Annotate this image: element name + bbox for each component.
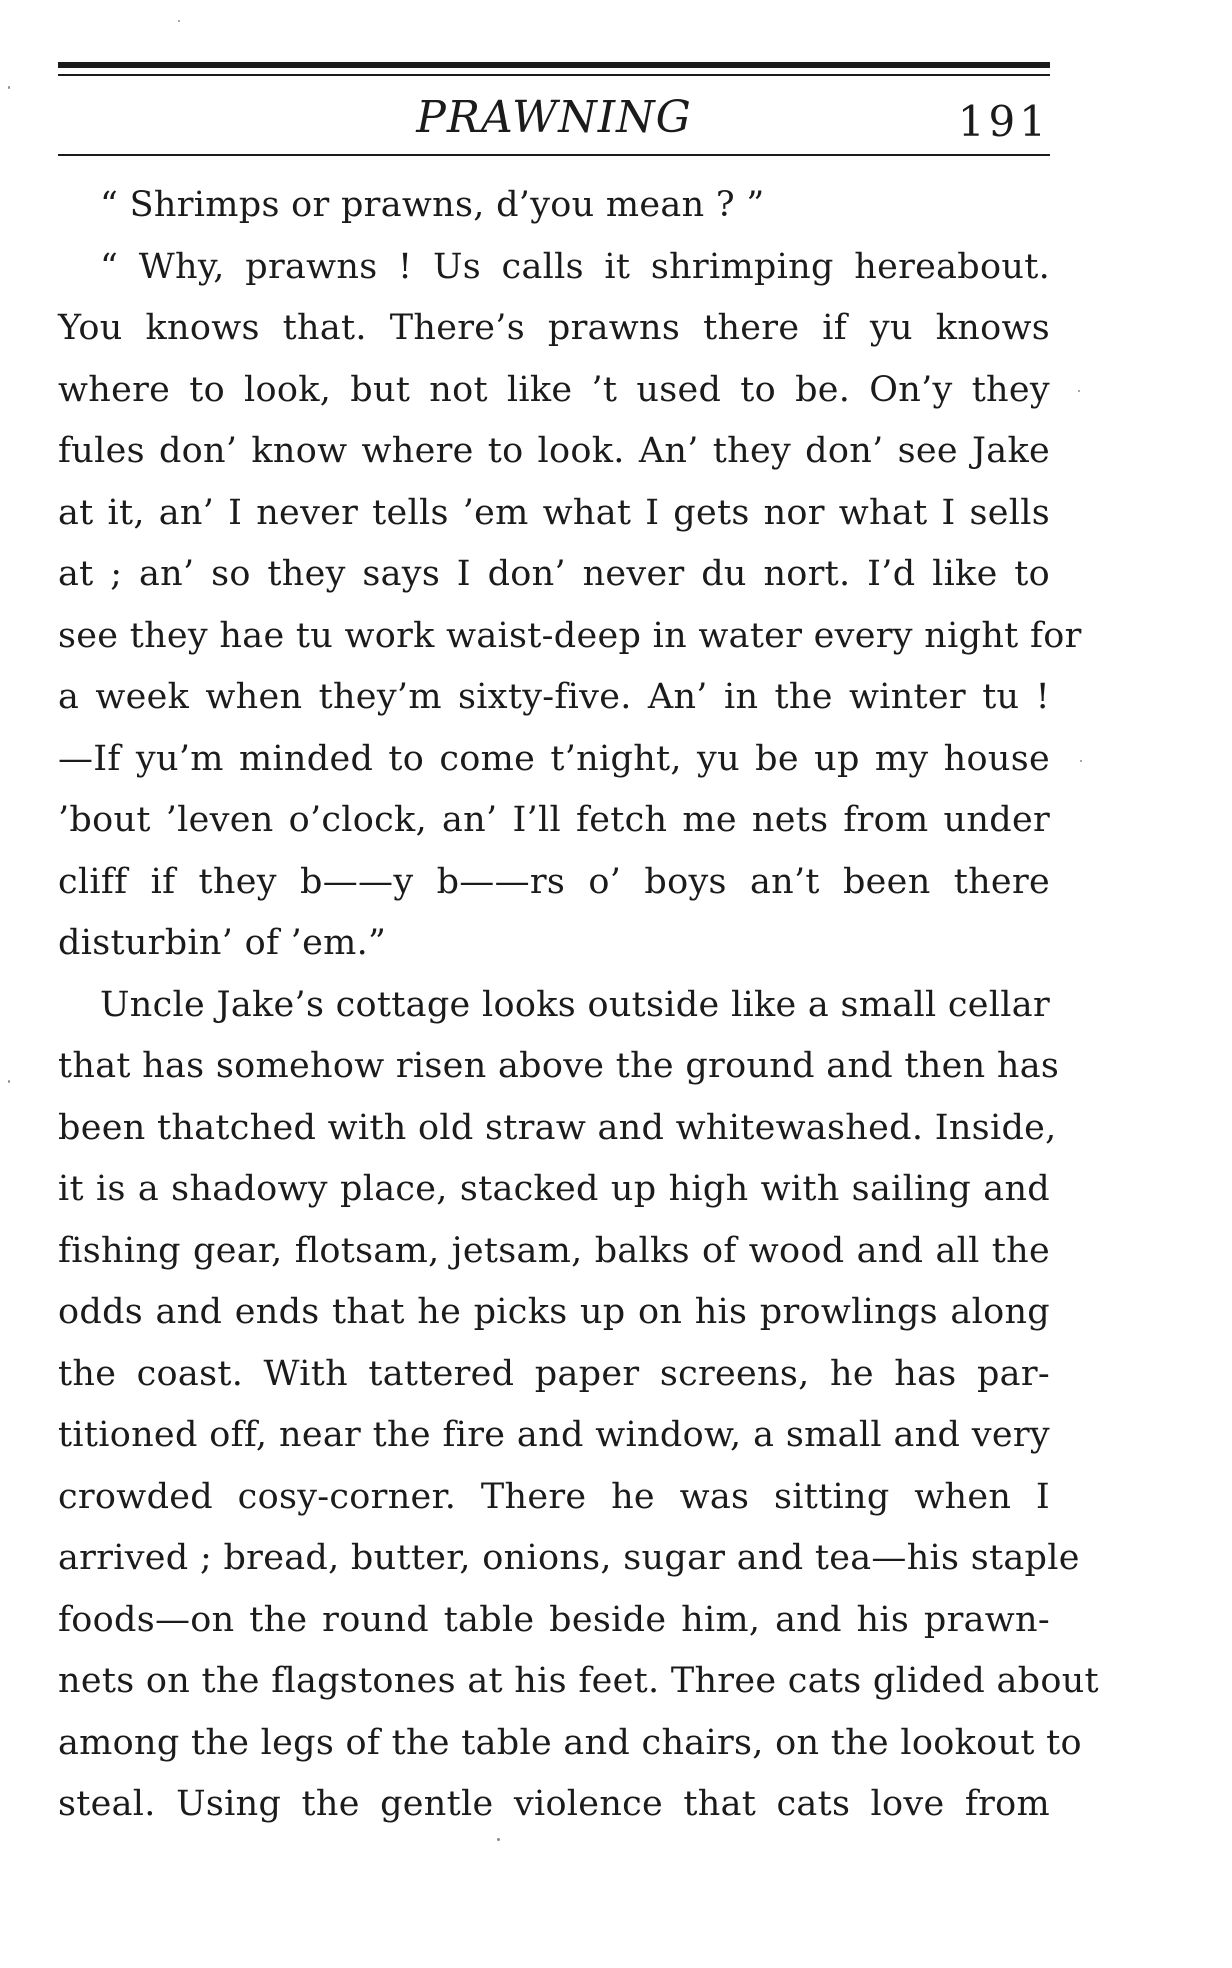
text-line: foods—on the round table beside him, and his prawn- (58, 1599, 1050, 1640)
text-line: steal. Using the gentle violence that cats love from (58, 1784, 1050, 1824)
text-line: —If yu’m minded to come t’night, yu be up my house (58, 738, 1050, 779)
text-line: the coast. With tattered paper screens, he has par- (58, 1353, 1050, 1394)
text-line: ’bout ’leven o’clock, an’ I’ll fetch me nets from under (58, 800, 1050, 840)
speck (178, 20, 180, 22)
running-title: PRAWNING (416, 92, 692, 143)
text-line: among the legs of the table and chairs, on the lookout to (58, 1722, 1082, 1763)
text-line: fules don’ know where to look. An’ they don’ see Jake (58, 431, 1050, 471)
speck (8, 1080, 10, 1083)
text-line: fishing gear, flotsam, jetsam, balks of wood and all the (58, 1230, 1050, 1271)
text-line: “ Why, prawns ! Us calls it shrimping hereabout. (100, 246, 1050, 287)
speck (1078, 390, 1080, 392)
text-line: Uncle Jake’s cottage looks outside like a small cellar (100, 984, 1050, 1025)
text-line: at it, an’ I never tells ’em what I gets nor what I sells (58, 492, 1050, 533)
text-line: crowded cosy-corner. There he was sitting when I (58, 1476, 1050, 1517)
text-line: see they hae tu work waist-deep in water every night for (58, 615, 1082, 656)
running-head (58, 90, 1050, 146)
header-rule-thick (58, 62, 1050, 68)
body-text (58, 175, 1099, 1836)
text-line: where to look, but not like ’t used to be. On’y they (58, 369, 1050, 410)
speck (497, 1838, 500, 1841)
text-line: “ Shrimps or prawns, d’you mean ? ” (100, 185, 765, 225)
text-line: been thatched with old straw and whitewashed. Inside, (58, 1107, 1057, 1148)
text-line: nets on the flagstones at his feet. Three cats glided about (58, 1661, 1099, 1701)
text-line: You knows that. There’s prawns there if yu knows (58, 308, 1050, 348)
page-number: 191 (957, 97, 1050, 146)
text-line: odds and ends that he picks up on his prowlings along (58, 1292, 1050, 1332)
text-line: disturbin’ of ’em.” (58, 923, 387, 963)
text-line: that has somehow risen above the ground and then has (58, 1046, 1060, 1086)
header-underline-rule (58, 154, 1050, 156)
text-line: cliff if they b——y b——rs o’ boys an’t been there (58, 861, 1050, 902)
speck (1080, 760, 1082, 762)
text-line: arrived ; bread, butter, onions, sugar and tea—his staple (58, 1538, 1080, 1578)
text-line: a week when they’m sixty-five. An’ in the winter tu ! (58, 677, 1050, 717)
speck (8, 86, 10, 89)
text-line: at ; an’ so they says I don’ never du nort. I’d like to (58, 554, 1050, 594)
text-line: it is a shadowy place, stacked up high with sailing and (58, 1169, 1050, 1209)
header-rule-thin (58, 74, 1050, 76)
text-line: titioned off, near the fire and window, a small and very (58, 1415, 1050, 1455)
